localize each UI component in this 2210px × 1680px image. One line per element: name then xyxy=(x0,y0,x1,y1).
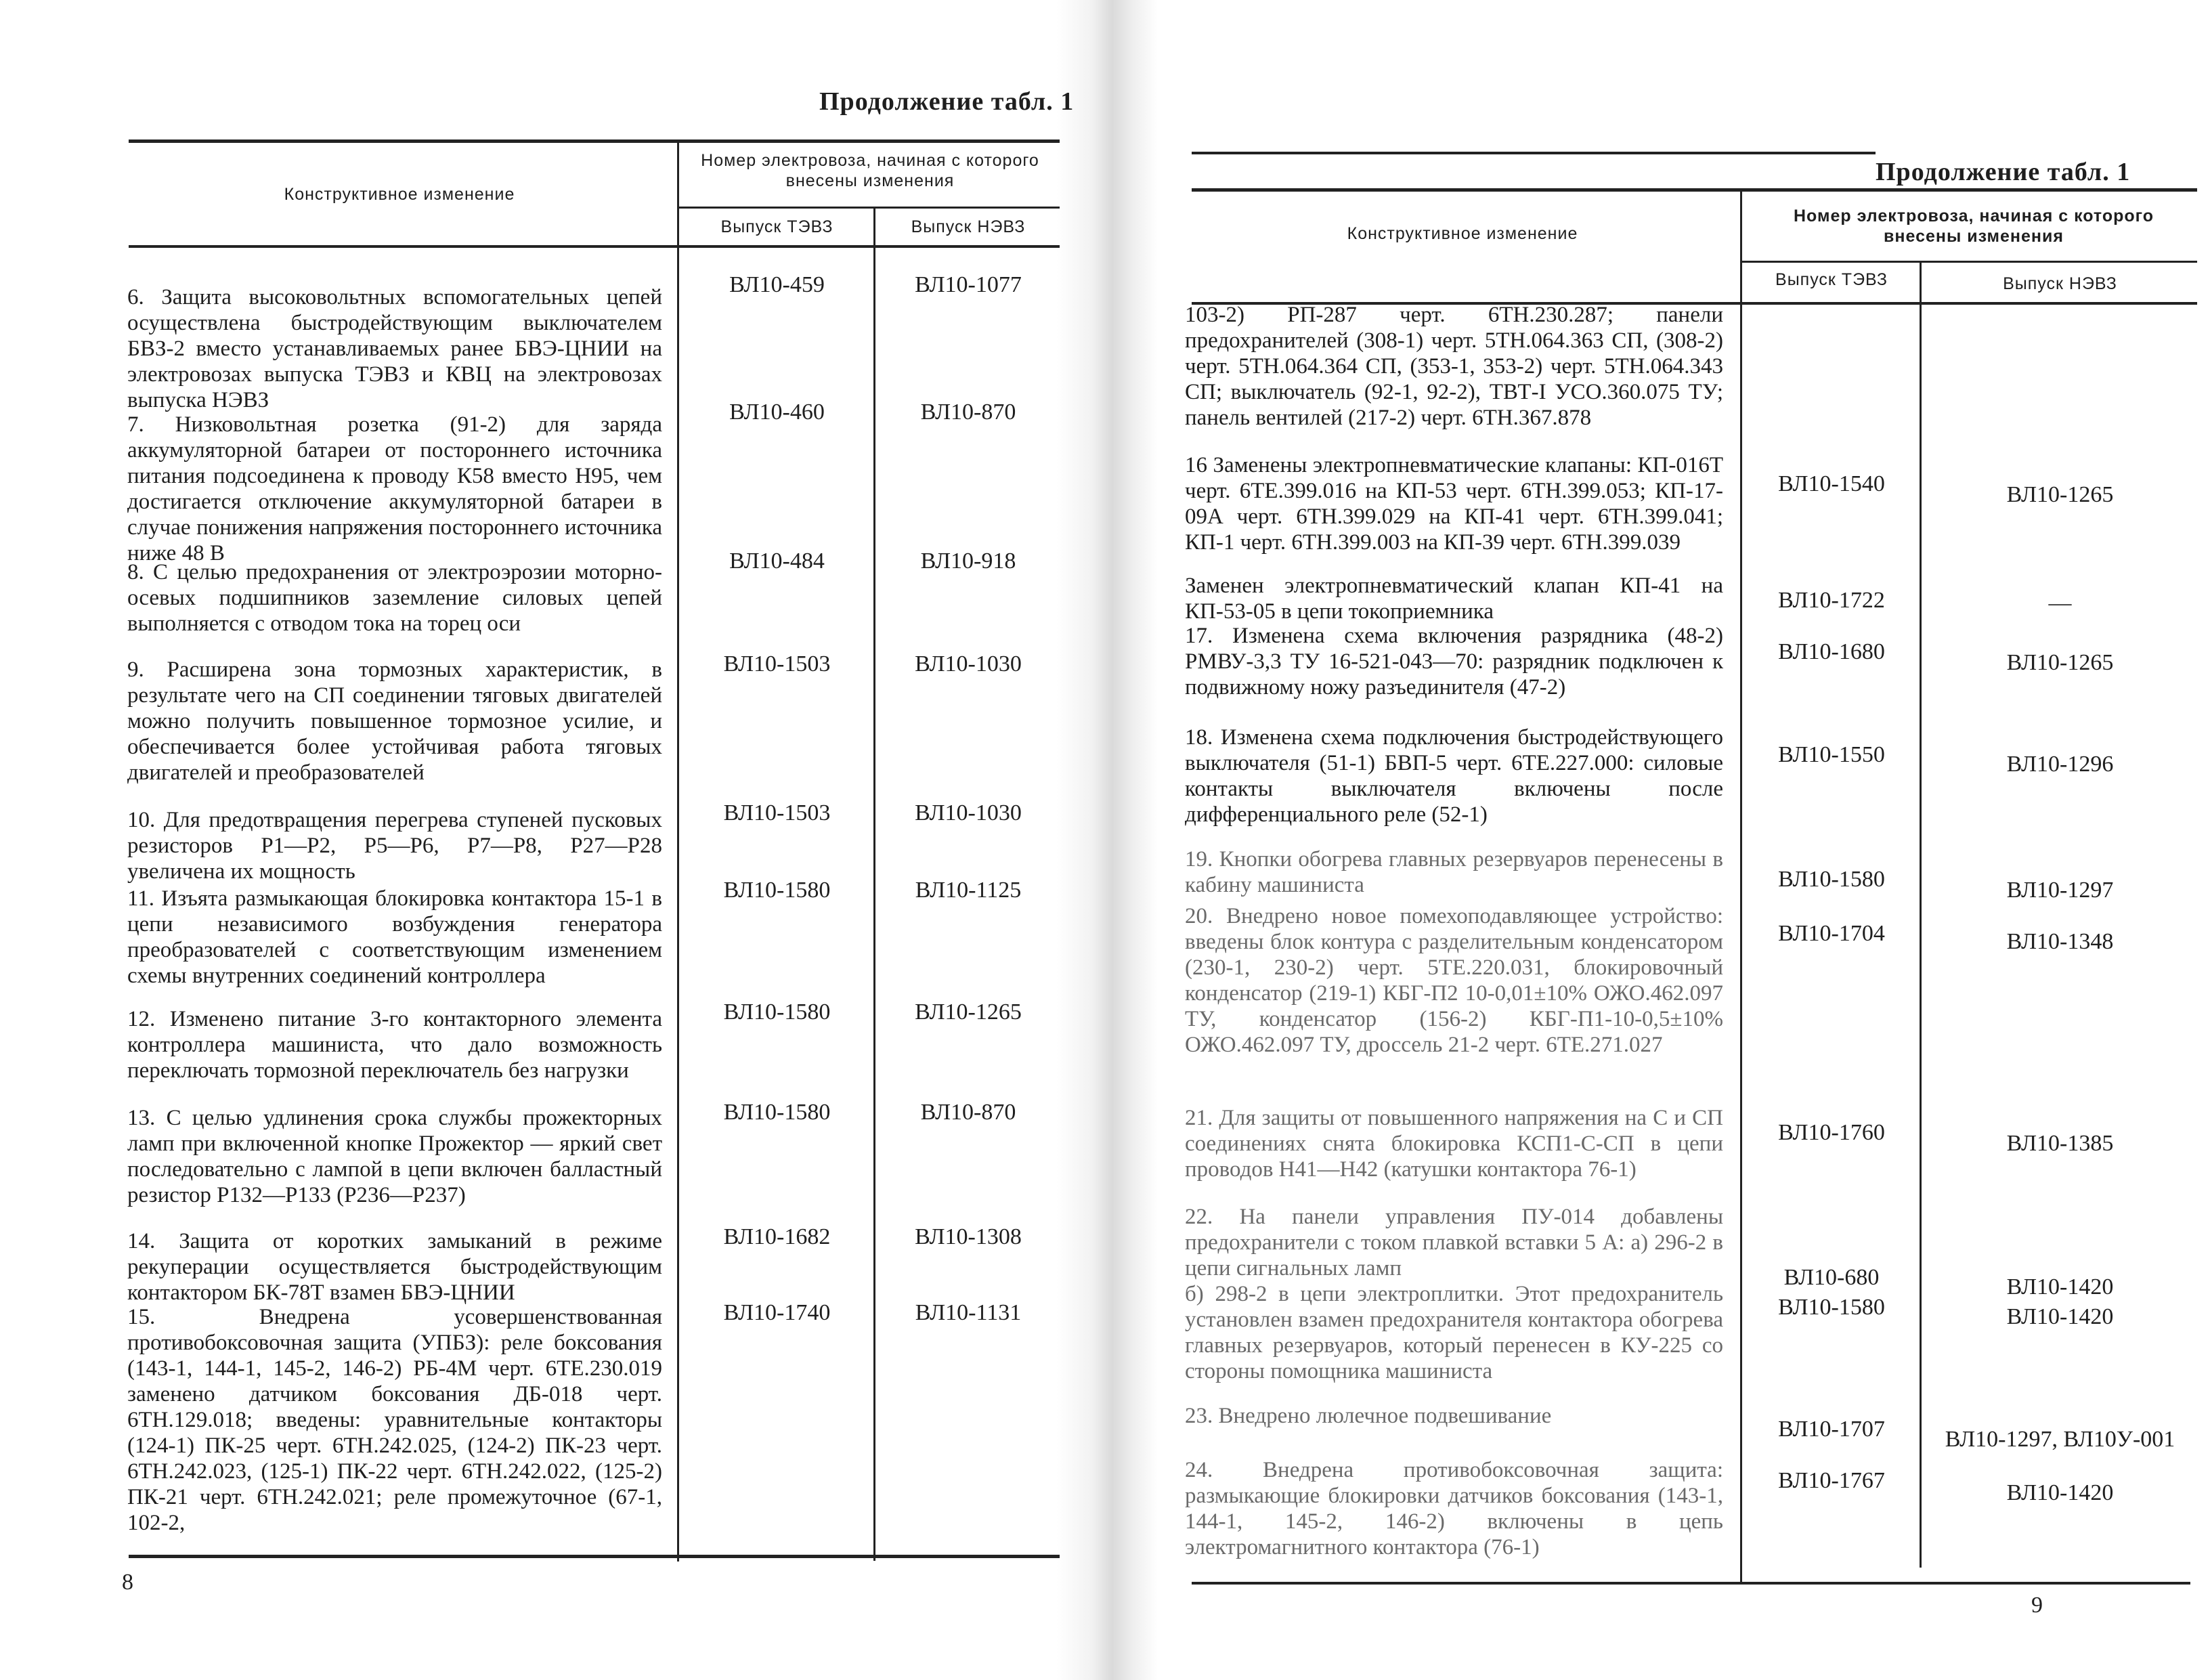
tevz-number: ВЛ10-460 xyxy=(729,400,825,425)
table-row-text: 20. Внедрено новое помехоподавляющее устройство: введены блок контура с разделительным конденсатором (230-1, 230-2) черт. 5ТЕ.220.031, блокировочный конденсатор (219-1) КБГ-П2 10-0,01±10% ОЖО.462.097 ТУ, конденсатор (156-2) КБГ-П1-10-0,5±10% ОЖО.462.097 ТУ, дроссель 21-2 черт. 6ТЕ.271.027 xyxy=(1185,904,1723,1057)
tevz-number: ВЛ10-1680 xyxy=(1778,639,1885,664)
nevz-number: ВЛ10-1131 xyxy=(915,1300,1022,1325)
nevz-number: — xyxy=(2048,590,2072,616)
tevz-number: ВЛ10-1682 xyxy=(723,1224,831,1249)
tevz-number: ВЛ10-1760 xyxy=(1778,1120,1885,1145)
nevz-number: ВЛ10-1265 xyxy=(915,999,1022,1025)
tevz-number: ВЛ10-1550 xyxy=(1778,742,1885,767)
header-nevz: Выпуск НЭВЗ xyxy=(2003,274,2117,293)
table-row-text: 14. Защита от коротких замыканий в режиме рекуперации осуществляется быстродействующим контактором БК-78Т взамен БВЭ-ЦНИИ xyxy=(127,1229,662,1305)
nevz-number: ВЛ10-1296 xyxy=(2006,752,2114,777)
right-page xyxy=(1097,0,2210,1680)
column-divider-1 xyxy=(1740,188,1742,1583)
table-row-text: 13. С целью удлинения срока службы прожекторных ламп при включенной кнопке Прожектор — яркий свет последовательно с лампой в цепи включен балластный резистор Р132—Р133 (Р236—Р237) xyxy=(127,1106,662,1207)
table-row-text: 18. Изменена схема подключения быстродействующего выключателя (51-1) БВП-5 черт. 6ТЕ.227.000: силовые контакты выключателя включены после дифференциального реле (52-1) xyxy=(1185,725,1723,827)
table-row-text: 8. С целью предохранения от электроэрозии моторно-осевых подшипников заземление силовых цепей выполняется с отводом тока на торец оси xyxy=(127,560,662,636)
nevz-number: ВЛ10-1030 xyxy=(915,651,1022,676)
table-row-text: 10. Для предотвращения перегрева ступеней пусковых резисторов Р1—Р2, Р5—Р6, Р7—Р8, Р27—Р28 увеличена их мощность xyxy=(127,808,662,884)
header-tevz: Выпуск ТЭВЗ xyxy=(720,217,833,236)
header-tevz: Выпуск ТЭВЗ xyxy=(1775,270,1888,289)
tevz-number: ВЛ10-1580 xyxy=(723,1100,831,1125)
table-row-text: 19. Кнопки обогрева главных резервуаров перенесены в кабину машиниста xyxy=(1185,847,1723,897)
tevz-number: ВЛ10-1580 xyxy=(723,999,831,1025)
tevz-number: ВЛ10-1740 xyxy=(723,1300,831,1325)
tevz-number: ВЛ10-1503 xyxy=(723,800,831,825)
tevz-number: ВЛ10-459 xyxy=(729,272,825,297)
header-bottom-rule xyxy=(129,245,1060,248)
continuation-title: Продолжение табл. 1 xyxy=(819,87,1075,116)
table-top-rule xyxy=(1192,188,2197,192)
table-row-text: б) 298-2 в цепи электроплитки. Этот предохранитель установлен взамен предохранителя контактора обогрева главных резервуаров, который перенесен в КУ-225 со стороны помощника машиниста xyxy=(1185,1282,1723,1383)
nevz-number: ВЛ10-870 xyxy=(920,1100,1016,1125)
page-number: 9 xyxy=(2031,1593,2043,1618)
nevz-number: ВЛ10-1308 xyxy=(915,1224,1022,1249)
nevz-number: ВЛ10-1077 xyxy=(915,272,1022,297)
continuation-title: Продолжение табл. 1 xyxy=(1876,158,2131,186)
header-number-group: Номер электровоза, начиная с которого внесены изменения xyxy=(701,151,1039,190)
table-row-text: 103-2) РП-287 черт. 6ТН.230.287; панели предохранителей (308-1) черт. 5ТН.064.363 СП, (308-2) черт. 5ТН.064.364 СП, (353-1, 353-2) черт. 5ТН.064.343 СП; выключатель (92-1, 92-2), ТВТ-I УСО.360.075 ТУ; панель вентилей (217-2) черт. 6ТН.367.878 xyxy=(1185,303,1723,430)
table-row-text: 16 Заменены электропневматические клапаны: КП-016Т черт. 6ТЕ.399.016 на КП-53 черт. 6ТН.399.053; КП-17-09А черт. 6ТН.399.029 на КП-41 черт. 6ТН.399.041; КП-1 черт. 6ТН.399.003 на КП-39 черт. 6ТН.399.039 xyxy=(1185,453,1723,555)
header-nevz: Выпуск НЭВЗ xyxy=(911,217,1026,236)
table-row-text: 9. Расширена зона тормозных характеристик, в результате чего на СП соединении тяговых двигателей можно получить повышенное тормозное усилие, и обеспечивается более устойчивая работа тяговых двигателей и преобразователей xyxy=(127,658,662,785)
nevz-number: ВЛ10-1420 xyxy=(2006,1274,2114,1299)
nevz-number: ВЛ10-1420 xyxy=(2006,1480,2114,1505)
nevz-number: ВЛ10-1297 xyxy=(2006,878,2114,903)
column-divider-2 xyxy=(1920,261,1922,1568)
table-row-text: 15. Внедрена усовершенствованная противобоксовочная защита (УПБЗ): реле боксования (143-1, 144-1, 145-2, 146-2) РБ-4М черт. 6ТЕ.230.019 заменено датчиком боксования ДБ-018 черт. 6ТН.129.018; введены: уравнительные контакторы (124-1) ПК-25 черт. 6ТН.242.025, (124-2) ПК-23 черт. 6ТН.242.023, (125-1) ПК-22 черт. 6ТН.242.022, (125-2) ПК-21 черт. 6ТН.242.021; реле промежуточное (67-1, 102-2, xyxy=(127,1305,662,1535)
nevz-number: ВЛ10-1420 xyxy=(2006,1304,2114,1329)
table-row-text: 21. Для защиты от повышенного напряжения на С и СП соединениях снята блокировка КСП1-С-СП в цепи проводов Н41—Н42 (катушки контактора 76-1) xyxy=(1185,1106,1723,1182)
nevz-number: ВЛ10-918 xyxy=(920,548,1016,574)
nevz-number: ВЛ10-1348 xyxy=(2006,929,2114,954)
table-row-text: 6. Защита высоковольтных вспомогательных цепей осуществлена быстродействующим выключателем БВЗ-2 вместо устанавливаемых ранее БВЭ-ЦНИИ на электровозах выпуска ТЭВЗ и КВЦ на электровозах выпуска НЭВЗ xyxy=(127,285,662,412)
table-top-rule xyxy=(129,139,1060,143)
page-number: 8 xyxy=(122,1570,133,1595)
tevz-number: ВЛ10-1540 xyxy=(1778,471,1885,496)
table-row-text: 11. Изъята размыкающая блокировка контактора 15-1 в цепи независимого возбуждения генератора преобразователей с соответствующим изменением схемы внутренних соединений контроллера xyxy=(127,886,662,988)
nevz-number: ВЛ10-1265 xyxy=(2006,650,2114,675)
tevz-number: ВЛ10-484 xyxy=(729,548,825,574)
table-bottom-rule xyxy=(129,1555,1060,1558)
tevz-number: ВЛ10-1767 xyxy=(1778,1468,1885,1493)
tevz-number: ВЛ10-1580 xyxy=(1778,1295,1885,1320)
header-change: Конструктивное изменение xyxy=(284,185,515,204)
table-row-text: 17. Изменена схема включения разрядника (48-2) РМВУ-3,3 ТУ 16-521-043—70: разрядник подключен к подвижному ножу разъединителя (47-2) xyxy=(1185,624,1723,699)
tevz-number: ВЛ10-680 xyxy=(1783,1265,1880,1290)
nevz-number: ВЛ10-1297, ВЛ10У-001 xyxy=(1945,1427,2175,1452)
tevz-number: ВЛ10-1580 xyxy=(723,878,831,903)
table-row-text: Заменен электропневматический клапан КП-41 на КП-53-05 в цепи токоприемника xyxy=(1185,574,1723,624)
subheader-rule xyxy=(677,207,1060,209)
table-row-text: 23. Внедрено люлечное подвешивание xyxy=(1185,1404,1552,1428)
nevz-number: ВЛ10-1385 xyxy=(2006,1131,2114,1156)
table-row-text: 12. Изменено питание 3-го контакторного элемента контроллера машиниста, что дало возможность переключать тормозной переключатель без нагрузки xyxy=(127,1007,662,1083)
table-row-text: 24. Внедрена противобоксовочная защита: размыкающие блокировки датчиков боксования (143-1, 144-1, 145-2, 146-2) включены в цепь электромагнитного контактора (76-1) xyxy=(1185,1458,1723,1559)
subheader-rule xyxy=(1740,261,2197,263)
table-top-rule-left xyxy=(1192,152,1876,154)
nevz-number: ВЛ10-870 xyxy=(920,400,1016,425)
tevz-number: ВЛ10-1580 xyxy=(1778,867,1885,892)
nevz-number: ВЛ10-1125 xyxy=(915,878,1022,903)
header-number-group: Номер электровоза, начиная с которого внесены изменения xyxy=(1794,207,2154,246)
table-row-text: 7. Низковольтная розетка (91-2) для заряда аккумуляторной батареи от постороннего источника питания подсоединена к проводу К58 вместо Н95, чем достигается отключение аккумуляторной батареи в случае понижения напряжения постороннего источника ниже 48 В xyxy=(127,412,662,565)
column-divider-1 xyxy=(677,139,679,1561)
table-row-text: 22. На панели управления ПУ-014 добавлены предохранители с током плавкой вставки 5 А: а) 296-2 в цепи сигнальных ламп xyxy=(1185,1205,1723,1280)
tevz-number: ВЛ10-1707 xyxy=(1778,1417,1885,1442)
tevz-number: ВЛ10-1722 xyxy=(1778,588,1885,613)
nevz-number: ВЛ10-1030 xyxy=(915,800,1022,825)
left-page xyxy=(0,0,1097,1680)
tevz-number: ВЛ10-1503 xyxy=(723,651,831,676)
table-bottom-rule xyxy=(1192,1582,2190,1585)
header-change: Конструктивное изменение xyxy=(1347,224,1578,243)
nevz-number: ВЛ10-1265 xyxy=(2006,482,2114,507)
tevz-number: ВЛ10-1704 xyxy=(1778,921,1885,946)
column-divider-2 xyxy=(873,207,875,1561)
